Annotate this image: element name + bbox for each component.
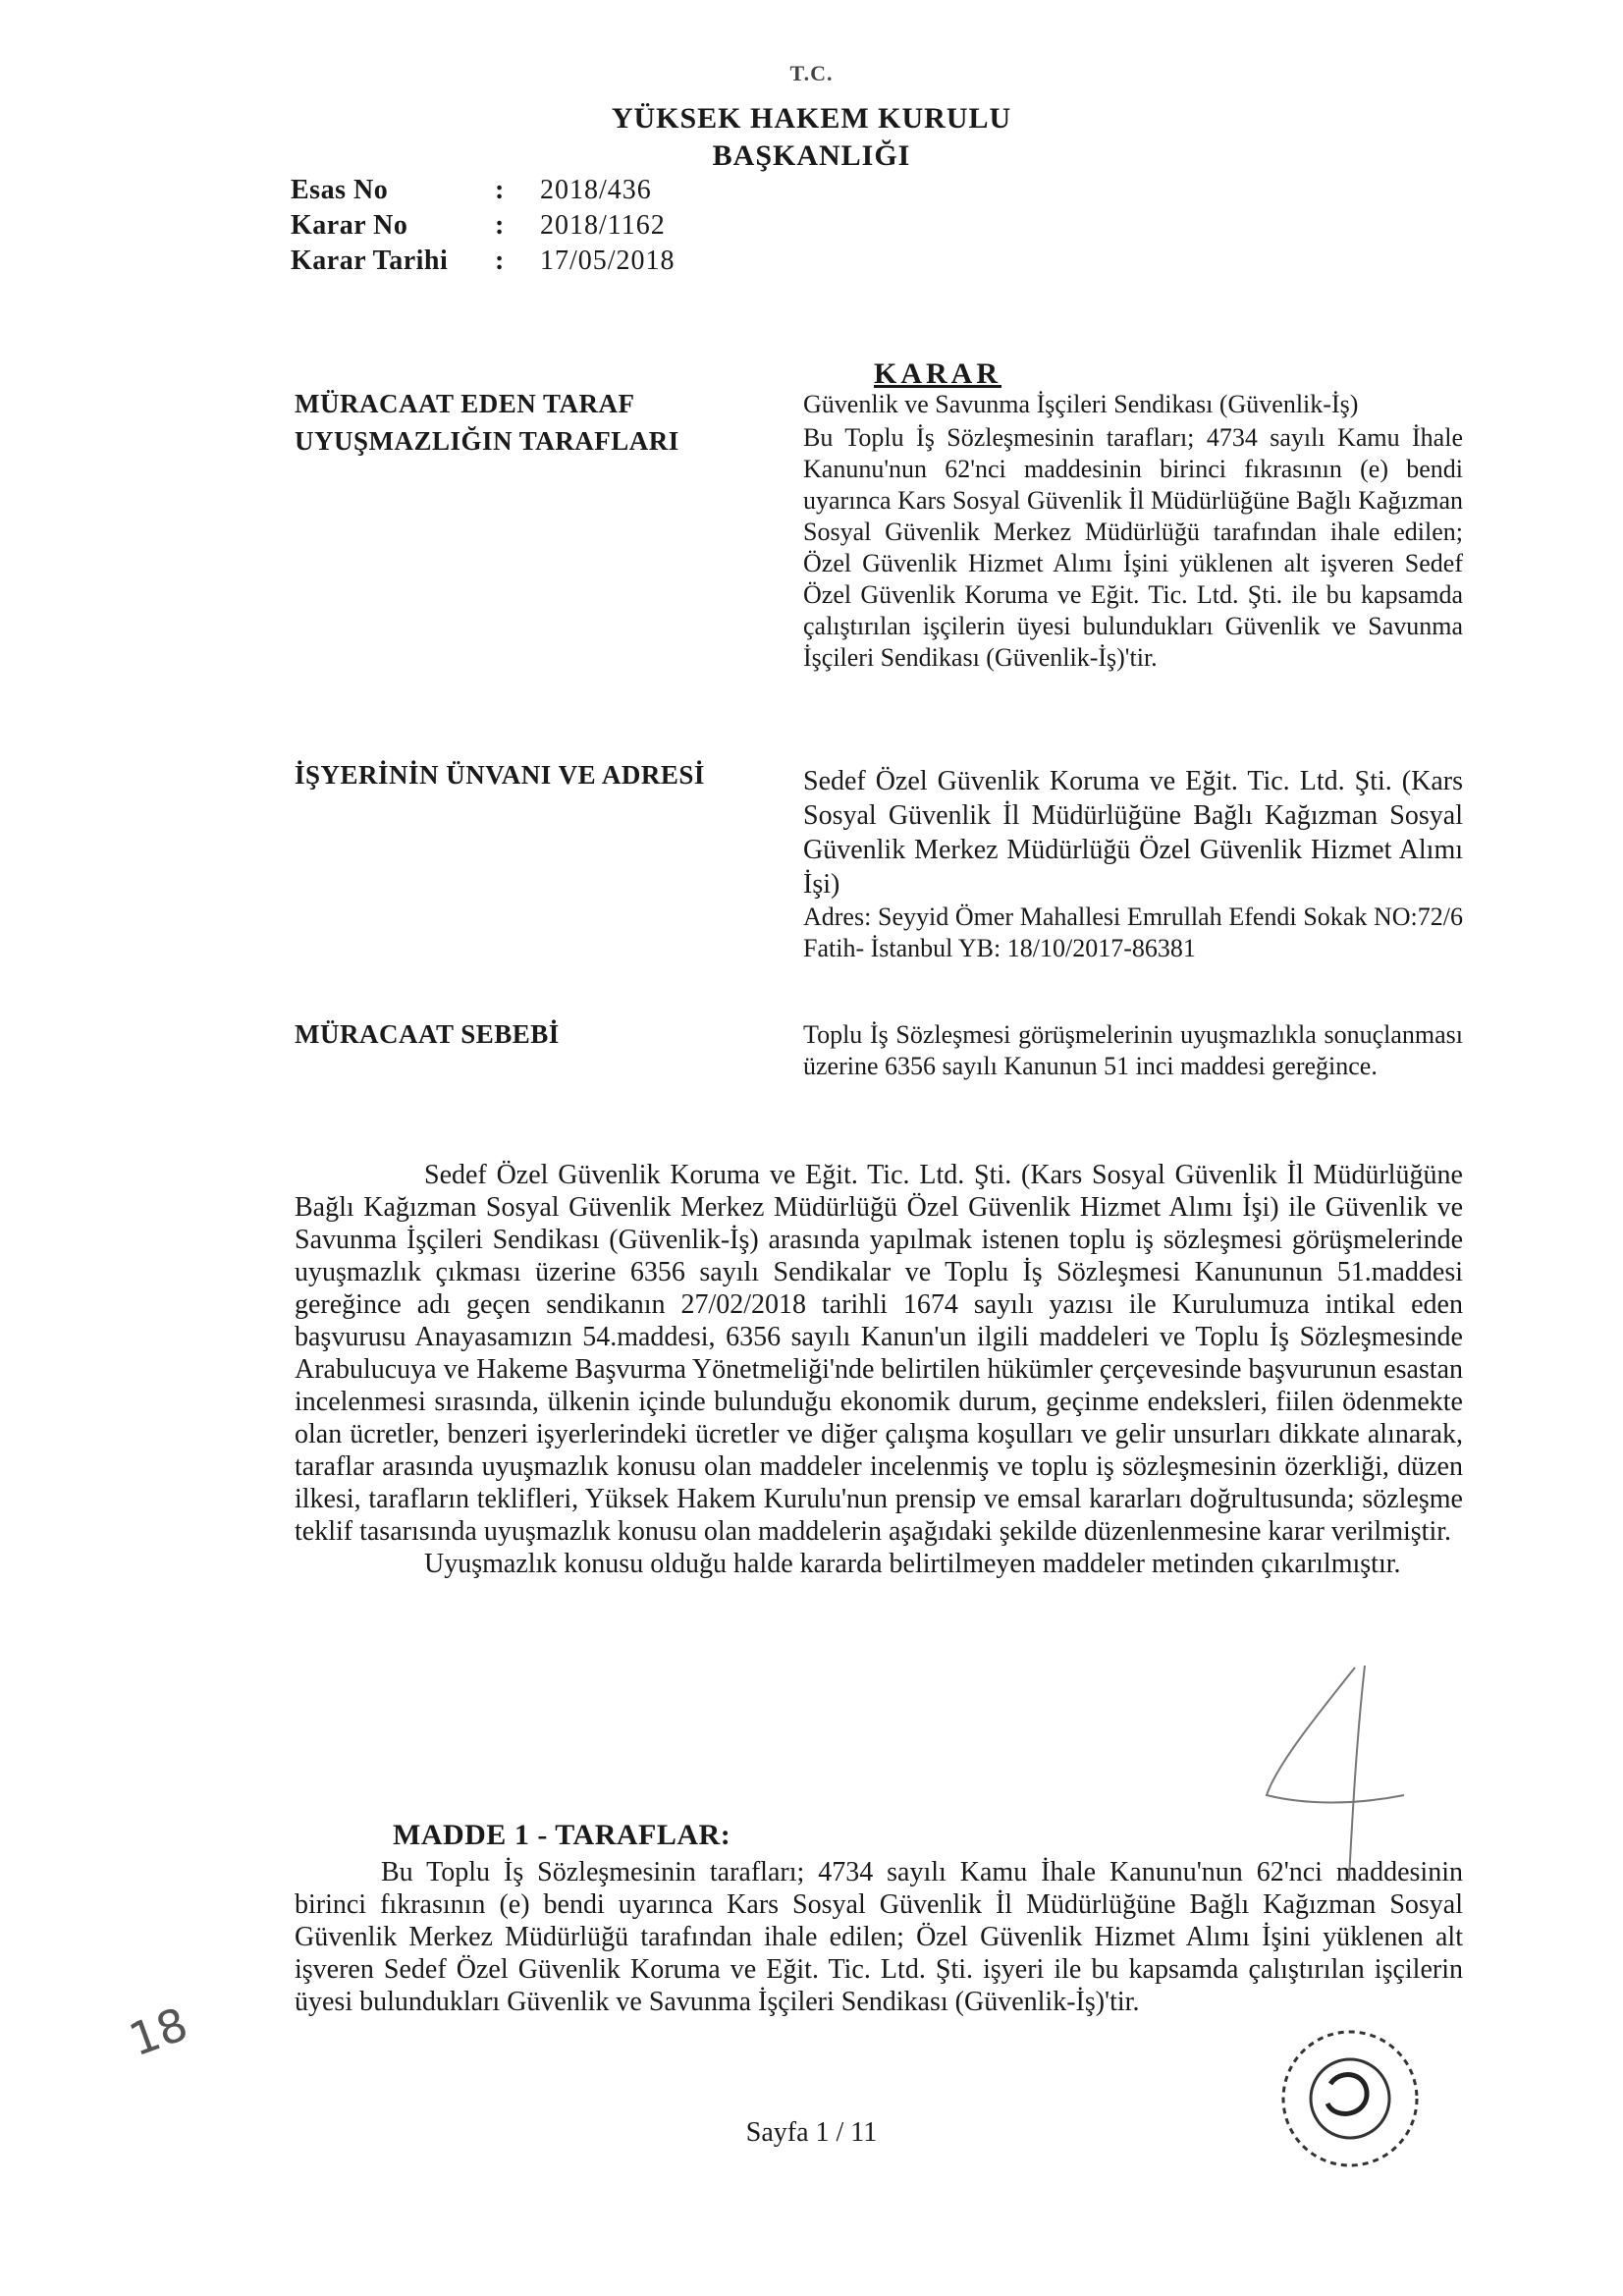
muracaat-eden-label: MÜRACAAT EDEN TARAF: [295, 389, 635, 418]
meta-label: Karar Tarihi: [291, 246, 449, 276]
meta-label: Karar No: [291, 210, 408, 241]
signature-mark: [1247, 1658, 1424, 1884]
meta-value: 17/05/2018: [540, 246, 676, 276]
meta-sep: :: [495, 210, 505, 241]
meta-value: 2018/436: [540, 175, 652, 205]
page-number: Sayfa 1 / 11: [745, 2117, 878, 2148]
meta-karar-no: [291, 208, 666, 244]
meta-esas-no: [291, 173, 652, 208]
meta-sep: :: [495, 175, 505, 205]
meta-sep: :: [495, 246, 505, 276]
madde-1-title: MADDE 1 - TARAFLAR:: [393, 1819, 731, 1851]
institution-title: YÜKSEK HAKEM KURULU: [611, 102, 1012, 135]
isyeri-value: [803, 764, 1463, 964]
taraflar-label: UYUŞMAZLIĞIN TARAFLARI: [295, 426, 679, 456]
taraflar-value: Bu Toplu İş Sözleşmesinin tarafları; 4734 sayılı Kamu İhale Kanunu'nun 62'nci maddesinin birinci fıkrasının (e) bendi uyarınca Kars Sosyal Güvenlik İl Müdürlüğüne Bağlı Kağızman Sosyal Güvenlik Merkez Müdürlüğü tarafından ihale edilen; Özel Güvenlik Hizmet Alımı İşini yüklenen alt işveren Sedef Özel Güvenlik Koruma ve Eğit. Tic. Ltd. Şti. ile bu kapsamda çalıştırılan işçilerin üyesi bulundukları Güvenlik ve Savunma İşçileri Sendikası (Güvenlik-İş)'tir.: [803, 423, 1463, 672]
sebep-label: MÜRACAAT SEBEBİ: [295, 1019, 560, 1049]
madde-1-text: Bu Toplu İş Sözleşmesinin tarafları; 4734 sayılı Kamu İhale Kanunu'nun 62'nci maddesinin birinci fıkrasının (e) bendi uyarınca Kars Sosyal Güvenlik İl Müdürlüğüne Bağlı Kağızman Sosyal Güvenlik Merkez Müdürlüğü tarafından ihale edilen; Özel Güvenlik Hizmet Alımı İşini yüklenen alt işveren Sedef Özel Güvenlik Koruma ve Eğit. Tic. Ltd. Şti. işyeri ile bu kapsamda çalıştırılan işçilerin üyesi bulundukları Güvenlik ve Savunma İşçileri Sendikası (Güvenlik-İş)'tir.: [295, 1857, 1463, 2017]
body-paragraph-2: Uyuşmazlık konusu olduğu halde kararda belirtilmeyen maddeler metinden çıkarılmıştır.: [424, 1549, 1401, 1579]
body-paragraph-1: Sedef Özel Güvenlik Koruma ve Eğit. Tic. Ltd. Şti. (Kars Sosyal Güvenlik İl Müdürlüğüne Bağlı Kağızman Sosyal Güvenlik Merkez Müdürlüğü Özel Güvenlik Hizmet Alımı İşi) ile Güvenlik ve Savunma İşçileri Sendikası (Güvenlik-İş) arasında yapılmak istenen toplu iş sözleşmesi görüşmelerinde uyuşmazlık çıkması üzerine 6356 sayılı Sendikalar ve Toplu İş Sözleşmesi Kanununun 51.maddesi gereğince adı geçen sendikanın 27/02/2018 tarihli 1674 sayılı yazısı ile Kurulumuza intikal eden başvurusu Anayasamızın 54.maddesi, 6356 sayılı Kanun'un ilgili maddeleri ve Toplu İş Sözleşmesinde Arabulucuya ve Hakeme Başvurma Yönetmeliği'nde belirtilen hükümler çerçevesinde başvurunun esastan incelenmesi sırasında, ülkenin içinde bulunduğu ekonomik durum, geçinme endeksleri, fiilen ödenmekte olan ücretler, benzeri işyerlerindeki ücretler ve diğer çalışma koşulları ve gelir unsurları dikkate alınarak, taraflar arasında uyuşmazlık konusu olan maddeler incelenmiş ve toplu iş sözleşmesinin özerkliği, düzen ilkesi, tarafların teklifleri, Yüksek Hakem Kurulu'nun prensip ve emsal kararları doğrultusunda; sözleşme teklif tasarısında uyuşmazlık konusu olan maddelerin aşağıdaki şekilde düzenlenmesine karar verilmiştir.: [295, 1160, 1463, 1547]
meta-label: Esas No: [291, 175, 389, 205]
isyeri-unvan: Sedef Özel Güvenlik Koruma ve Eğit. Tic. Ltd. Şti. (Kars Sosyal Güvenlik İl Müdürlüğüne Bağlı Kağızman Sosyal Güvenlik Merkez Müdürlüğü Özel Güvenlik Hizmet Alımı İşi): [803, 766, 1463, 900]
handwritten-initials: [122, 1996, 198, 2094]
muracaat-eden-value: Güvenlik ve Savunma İşçileri Sendikası (Güvenlik-İş): [803, 390, 1359, 418]
meta-value: 2018/1162: [540, 210, 666, 241]
karar-title: KARAR: [874, 357, 1001, 390]
header-top-fragment: T.C.: [789, 61, 834, 85]
initials-text: 18: [122, 1996, 195, 2067]
sebep-value: Toplu İş Sözleşmesi görüşmelerinin uyuşmazlıkla sonuçlanması üzerine 6356 sayılı Kanunun 51 inci maddesi gereğince.: [803, 1020, 1463, 1080]
isyeri-adres: Adres: Seyyid Ömer Mahallesi Emrullah Efendi Sokak NO:72/6 Fatih- İstanbul YB: 18/10/2017-86381: [803, 902, 1463, 962]
decision-body: [295, 1159, 1463, 1580]
meta-karar-tarihi: [291, 244, 676, 279]
institution-subtitle: BAŞKANLIĞI: [712, 139, 911, 172]
isyeri-label: İŞYERİNİN ÜNVANI VE ADRESİ: [295, 760, 705, 790]
official-seal-stamp: [1217, 2025, 1483, 2172]
